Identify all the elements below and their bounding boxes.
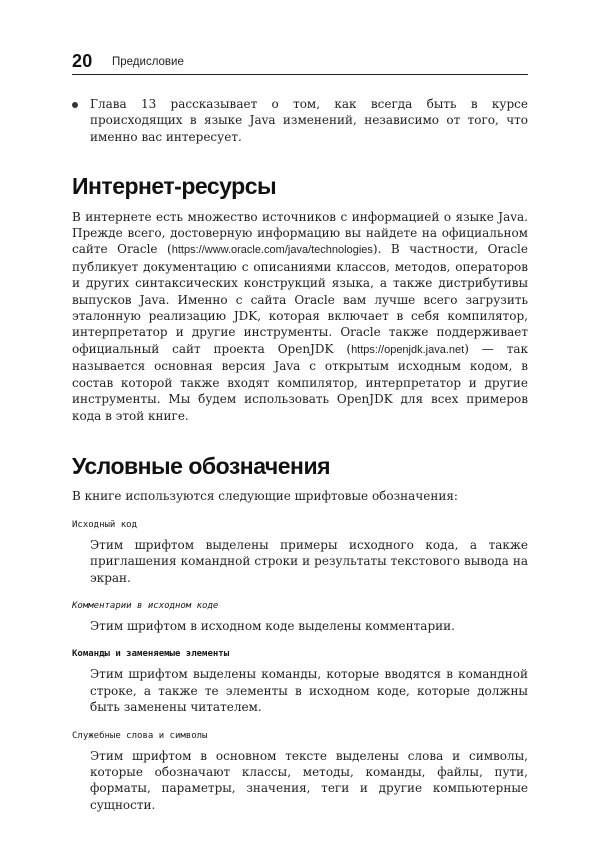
page-content <box>72 96 528 813</box>
section-heading-conventions: Условные обозначения <box>72 452 331 479</box>
term-description: Этим шрифтом выделены команды, которые вводятся в командной строке, а также те элементы в исходном коде, которые должны быть заменены читателем. <box>90 667 528 715</box>
paragraph-text: В интернете есть множество источников с информацией о языке Java. Прежде всего, достоверную информацию вы найдете на официальном сайте Oracle ( <box>72 209 528 257</box>
internet-resources-paragraph <box>72 209 528 424</box>
term-description: Этим шрифтом в исходном коде выделены комментарии. <box>90 618 455 633</box>
bullet-text: Глава 13 рассказывает о том, как всегда быть в курсе происходящих в языке Java изменений, независимо от того, что именно вас интересует. <box>90 97 528 144</box>
term-description: Этим шрифтом в основном тексте выделены слова и символы, которые обозначают классы, методы, команды, файлы, пути, форматы, параметры, значения, теги и другие компьютерные сущности. <box>90 748 528 812</box>
running-title: Предисловие <box>112 56 184 68</box>
section-heading-internet-resources: Интернет-ресурсы <box>72 173 277 200</box>
openjdk-url: https://openjdk.java.net <box>351 343 465 356</box>
page-header <box>72 50 528 75</box>
list-item <box>72 96 528 145</box>
paragraph-text: ). В частности, Oracle публикует документацию с описаниями классов, методов, операторов и других синтаксических конструкций языка, а также дистрибутивы выпусков Java. Именно с сайта Oracle вам лучше всего загрузить эталонную реализацию JDK, которая включает в себя компилятор, интерпретатор и другие инструменты. Oracle также поддерживает официальный сайт проекта OpenJDK ( <box>72 242 528 356</box>
term-code-comments: Комментарии в исходном коде <box>72 600 219 611</box>
term-commands: Команды и заменяемые элементы <box>72 649 230 660</box>
term-description: Этим шрифтом выделены примеры исходного кода, а также приглашения командной строки и результаты текстового вывода на экран. <box>90 537 528 585</box>
conventions-intro: В книге используются следующие шрифтовые обозначения: <box>72 489 458 504</box>
term-keywords: Служебные слова и символы <box>72 730 208 741</box>
page-number: 20 <box>72 51 93 71</box>
term-source-code: Исходный код <box>72 519 138 530</box>
bullet-icon <box>72 102 78 108</box>
paragraph-text: ) — так называется основная версия Java с открытым исходным кодом, в состав которой также входят компилятор, интерпретатор и другие инструменты. Мы будем использовать OpenJDK для всех примеров кода в этой книге. <box>72 341 528 423</box>
oracle-url: https://www.oracle.com/java/technologies <box>171 244 373 257</box>
